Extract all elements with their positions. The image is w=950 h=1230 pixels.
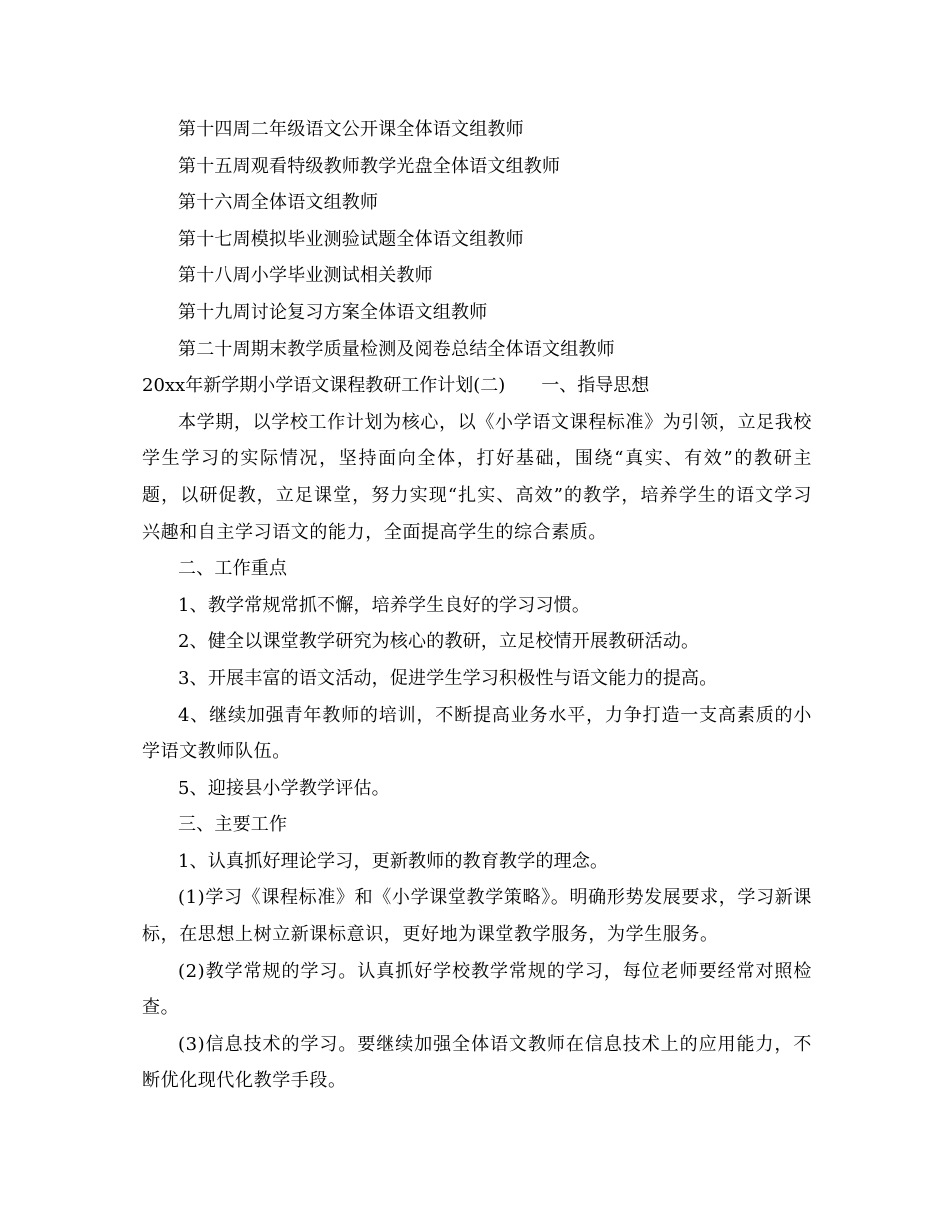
schedule-item: 第十八周小学毕业测试相关教师 (178, 265, 433, 287)
focus-item: 4、继续加强青年教师的培训，不断提高业务水平，力争打造一支高素质的小学语文教师队伍。 (142, 704, 812, 763)
plan-title-line (142, 368, 812, 405)
schedule-item: 第十四周二年级语文公开课全体语文组教师 (178, 119, 524, 140)
focus-item: 2、健全以课堂教学研究为核心的教研，立足校情开展教研活动。 (178, 631, 700, 653)
section-heading-guiding: 一、指导思想 (541, 375, 650, 397)
plan-title: 20xx年新学期小学语文课程教研工作计划(二) (142, 375, 506, 397)
schedule-item: 第十七周模拟毕业测验试题全体语文组教师 (178, 228, 524, 250)
focus-item: 1、教学常规常抓不懈，培养学生良好的学习习惯。 (178, 594, 591, 616)
section-heading-focus: 二、工作重点 (178, 558, 288, 580)
focus-item: 3、开展丰富的语文活动，促进学生学习积极性与语文能力的提高。 (178, 667, 718, 689)
guiding-paragraph: 本学期，以学校工作计划为核心，以《小学语文课程标准》为引领，立足我校学生学习的实际情况，坚持面向全体，打好基础，围绕“真实、有效”的教研主题，以研促教，立足课堂，努力实现“扎实、高效”的教学，培养学生的语文学习兴趣和自主学习语文的能力，全面提高学生的综合素质。 (142, 411, 812, 543)
document-body (142, 112, 812, 1100)
sub-item: (3)信息技术的学习。要继续加强全体语文教师在信息技术上的应用能力，不断优化现代化教学手段。 (142, 1033, 812, 1092)
section-heading-main-work: 三、主要工作 (178, 814, 288, 836)
main-work-item: 1、认真抓好理论学习，更新教师的教育教学的理念。 (178, 850, 609, 872)
schedule-item: 第十五周观看特级教师教学光盘全体语文组教师 (178, 155, 561, 177)
focus-item: 5、迎接县小学教学评估。 (178, 777, 390, 799)
schedule-item: 第十九周讨论复习方案全体语文组教师 (178, 301, 488, 323)
schedule-item: 第二十周期末教学质量检测及阅卷总结全体语文组教师 (178, 338, 615, 360)
sub-item: (1)学习《课程标准》和《小学课堂教学策略》。明确形势发展要求，学习新课标，在思想上树立新课标意识，更好地为课堂教学服务，为学生服务。 (142, 887, 812, 946)
schedule-item: 第十六周全体语文组教师 (178, 192, 379, 214)
sub-item: (2)教学常规的学习。认真抓好学校教学常规的学习，每位老师要经常对照检查。 (142, 960, 812, 1019)
